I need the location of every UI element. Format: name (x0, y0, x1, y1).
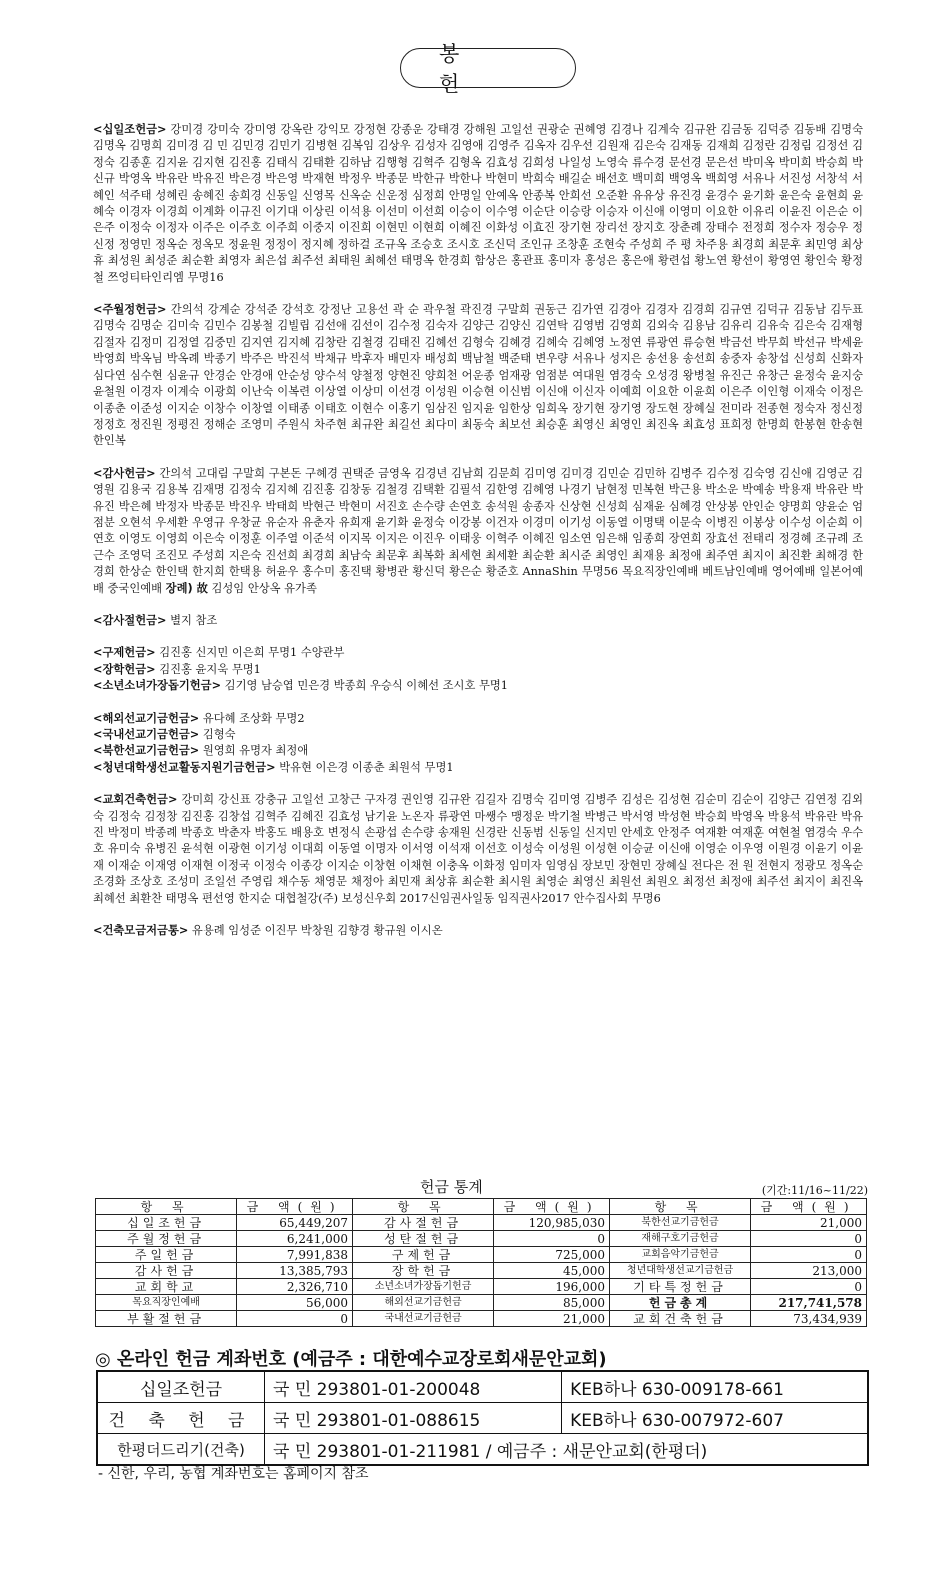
stat-amount: 56,000 (237, 1295, 353, 1311)
section-label: <해외선교기금헌금> (93, 711, 200, 725)
stat-amount: 0 (751, 1279, 867, 1295)
header-item: 항 목 (96, 1199, 237, 1215)
section-names: 박유현 이은경 이종춘 최원석 무명1 (279, 760, 454, 774)
header-amount: 금 액(원) (751, 1199, 867, 1215)
stat-amount-total: 217,741,578 (751, 1295, 867, 1311)
stat-label: 감사헌금 (96, 1263, 237, 1279)
section-names: 유용례 임성준 이진무 박창원 김향경 황규원 이시온 (191, 924, 443, 938)
account-number: 국 민 293801-01-088615 (265, 1403, 562, 1434)
stat-amount: 85,000 (494, 1295, 610, 1311)
account-table (96, 1370, 869, 1466)
account-number: 국 민 293801-01-200048 (265, 1371, 562, 1403)
section-label: <구제헌금> (93, 646, 156, 660)
stat-label: 북한선교기금헌금 (609, 1215, 750, 1231)
section-overseas-mission (93, 711, 863, 727)
stat-amount: 0 (751, 1231, 867, 1247)
offering-list (93, 122, 863, 955)
stat-label: 성탄절헌금 (352, 1231, 493, 1247)
stat-label: 부활절헌금 (96, 1311, 237, 1327)
section-names: 김진홍 윤지욱 무명1 (159, 662, 261, 676)
section-student-mission (93, 760, 863, 776)
section-label: <십일조헌금> (93, 123, 167, 136)
stat-label: 감사절헌금 (352, 1215, 493, 1231)
section-names: 강미경 강미숙 강미영 강옥란 강익모 강정현 강종운 강태경 강해원 고일선 권광순 권혜영 김경나 김계숙 김규완 김금동 김덕증 김동배 김명숙 김명옥 김명희 김미경 김 민 김민경 김민기 김병현 김복임 김상우 김성자 김영애 김영주 김옥자 김우선 김원재 김은숙 김재동 김재희 김정란 김정림 김정선 김정숙 김종훈 김지윤 김지현 김진홍 김태식 김태환 김하남 김행형 김혁주 김형옥 김효성 김희성 나일성 노영숙 류수경 문선경 문은선 박미옥 박미희 박승희 박신규 박영옥 박유란 박유진 박은경 박은영 박재현 박정우 박종문 박한규 박한나 박현미 박희숙 배길순 배선호 백미희 백영옥 백희영 서유나 서진성 서창석 서혜인 석주태 성혜린 송혜진 송희경 신동일 신영목 신옥순 신운정 심정희 안명일 안예옥 안종복 안희선 오준환 유유상 유진경 윤경수 윤기화 윤은숙 윤현희 윤혜숙 이경자 이경희 이계화 이규진 이기대 이상린 이석용 이선미 이선희 이승이 이수영 이순단 이승랑 이승자 이신애 이영미 이요한 이유리 이윤진 이은순 이은주 이정숙 이정자 이주은 이주호 이주희 이중지 이진희 이현민 이현희 이혜진 이화성 이효진 장기현 장리선 장지호 장춘례 장태수 전정희 정수자 정승우 정신정 정영민 정옥순 정옥모 정윤원 정정이 정지혜 정하걸 조규옥 조승호 조시호 조신덕 조인규 조창훈 조현숙 주성희 주 평 차주용 최경희 최문후 최민영 최상휴 최성원 최성준 최순환 최영자 최은섭 최주선 최태원 최혜선 태명옥 한경희 함상은 홍관표 홍미자 홍성은 홍은애 황련섭 황노연 황선이 황영연 황인숙 황정철 쯔엉티타인리엠 무명16 (93, 123, 863, 284)
stat-amount: 0 (237, 1311, 353, 1327)
section-thanks (93, 466, 863, 597)
section-funeral-label: 장례) 故 (165, 581, 208, 595)
stat-label: 청년대학생선교기금헌금 (609, 1263, 750, 1279)
stat-label: 주일헌금 (96, 1247, 237, 1263)
stat-label: 십일조헌금 (96, 1215, 237, 1231)
section-label: <장학헌금> (93, 662, 156, 676)
section-tithe (93, 122, 863, 286)
header-item: 항 목 (609, 1199, 750, 1215)
section-names: 강미희 강신표 강충규 고일선 고창근 구자경 권인영 김규완 김길자 김명숙 김미영 김병주 김성은 김성현 김순미 김순이 김양근 김연정 김외숙 김정숙 김정창 김진홍 김창섭 김혁주 김혜진 김효성 남기윤 노온자 류광연 마쌩수 맹정운 박기철 박병근 박서영 박성현 박승희 박영옥 박용석 박유란 박유진 박정미 박종례 박종호 박춘자 박홍도 배용호 변정식 손광섭 손수량 송재원 신경란 신동범 신동일 신지민 안세호 안정주 여재환 여재훈 여현철 염경숙 우수호 유미숙 유병진 윤석현 이광현 이기성 이대희 이동열 이명자 이서영 이석재 이선호 이성숙 이성원 이성현 이승균 이신애 이영순 이우영 이원경 이윤기 이윤재 이재순 이재영 이재현 이정국 이정숙 이종강 이지순 이창현 이채현 이충옥 이화정 임미자 임영심 장보민 장현민 장혜실 전다은 전 원 전현지 정광모 정옥순 조경화 조상호 조성미 조일선 주영림 채수동 채영문 채정아 최민재 최상휴 최순환 최시원 최영순 최영신 최원선 최원오 최정선 최정애 최주선 최지이 최진옥 최혜선 최환찬 태명옥 편선영 한지순 대협철강(주) 보성신우회 2017신임권사일동 임직권사2017 안수집사회 무명6 (93, 793, 863, 905)
table-row (97, 1403, 868, 1434)
section-funeral-names: 김성임 안상옥 유가족 (211, 581, 317, 595)
table-row (96, 1231, 867, 1247)
section-label: <국내선교기금헌금> (93, 728, 200, 741)
table-row (96, 1311, 867, 1327)
stat-amount: 120,985,030 (494, 1215, 610, 1231)
table-row (96, 1215, 867, 1231)
section-names: 김진홍 신지민 이은희 무명1 수양관부 (159, 646, 345, 660)
header-item: 항 목 (352, 1199, 493, 1215)
section-names: 간의석 강계순 강석준 강석호 강정난 고용선 곽 순 곽우철 곽진경 구말희 권동근 김가연 김경아 김경자 김경희 김규연 김덕규 김동남 김두표 김명숙 김명순 김미숙 김민수 김봉철 김빌립 김선애 김선이 김수정 김숙자 김양근 김양신 김연탁 김영범 김영희 김외숙 김용남 김유리 김유숙 김은숙 김재형 김절자 김정미 김정열 김중민 김지연 김지혜 김창란 김철경 김태진 김혜선 김형숙 김혜경 김혜숙 김혜영 노정연 류광연 류승현 박금선 박무희 박선규 박세윤 박영희 박옥님 박옥례 박종기 박주은 박진석 박채규 박후자 배민자 배성희 백남철 백준태 변우량 서유나 성지은 송선용 송선희 송중자 송창섭 신성희 신화자 심다연 심수현 심윤규 안경순 안경애 안순성 양수석 양철정 양현진 양희천 어운종 엄재광 엄점분 여대원 염경숙 오성경 왕병철 유진근 유창근 윤정숙 윤지숭 윤철원 이경자 이계숙 이광희 이난숙 이복련 이상열 이상미 이선경 이성원 이승현 이신범 이신애 이신자 이예희 이요한 이윤희 이은주 이인형 이재숙 이정은 이종춘 이준성 이지순 이창수 이창열 이태종 이태호 이현수 이홍기 임삼진 임지윤 임한상 임희옥 장기현 장기영 장도현 장혜실 전미라 전종현 정숙자 정신정 정정호 정진원 정평진 정해순 조영미 주원식 차주현 최규완 최길선 최다미 최동숙 최보선 최승훈 최영신 최영인 최진옥 최효성 표희정 한명희 한봉현 한송현 한인복 (93, 303, 864, 448)
section-label: <교회건축헌금> (93, 793, 178, 807)
account-number: KEB하나 630-007972-607 (562, 1403, 868, 1434)
stat-amount: 0 (494, 1231, 610, 1247)
stat-amount: 725,000 (494, 1247, 610, 1263)
section-nk-mission (93, 743, 863, 759)
stat-amount: 213,000 (751, 1263, 867, 1279)
stat-amount: 6,241,000 (237, 1231, 353, 1247)
section-youth-support (93, 678, 863, 694)
stat-label: 기타특정헌금 (609, 1279, 750, 1295)
table-row (97, 1434, 868, 1466)
stat-amount: 65,449,207 (237, 1215, 353, 1231)
table-row (96, 1263, 867, 1279)
account-number: 국 민 293801-01-211981 / 예금주 : 새문안교회(한평더) (265, 1434, 869, 1466)
section-label: <북한선교기금헌금> (93, 744, 200, 758)
section-names: 유다혜 조상화 무명2 (202, 711, 305, 725)
section-label: <청년대학생선교활동지원기금헌금> (93, 760, 276, 774)
page-title: 봉 헌 (400, 48, 576, 88)
stat-label: 장학헌금 (352, 1263, 493, 1279)
section-names: 김형숙 (202, 728, 236, 741)
stat-label-total: 헌금총계 (609, 1295, 750, 1311)
stat-label: 재해구호기금헌금 (609, 1231, 750, 1247)
stat-amount: 13,385,793 (237, 1263, 353, 1279)
section-thanksgiving (93, 613, 863, 629)
footnote: - 신한, 우리, 농협 계좌번호는 홈페이지 참조 (98, 1466, 369, 1482)
stat-amount: 0 (751, 1247, 867, 1263)
section-building-piggybank (93, 923, 863, 939)
stat-label: 국내선교기금헌금 (352, 1311, 493, 1327)
account-label: 건 축 헌 금 (97, 1403, 265, 1434)
table-row (96, 1295, 867, 1311)
stat-label: 구제헌금 (352, 1247, 493, 1263)
section-domestic-mission (93, 727, 863, 743)
stat-amount: 21,000 (494, 1311, 610, 1327)
stat-amount: 7,991,838 (237, 1247, 353, 1263)
section-names: 간의석 고대림 구말희 구본돈 구혜경 권택준 금영옥 김경년 김남희 김문희 김미영 김미경 김민순 김민하 김병주 김수정 김숙영 김신애 김영군 김영원 김용국 김용복 김재명 김정숙 김지혜 김진홍 김창동 김철경 김택환 김필석 김한영 김혜영 나경기 남현정 민복현 박근용 박소운 박예송 박용재 박유란 박유진 박은혜 박정자 박종문 박진우 박태희 박현근 박현미 서진호 손수량 손연호 송석원 송종자 신상현 신성희 심재윤 심혜경 안상봉 안인순 양명희 양윤순 엄점분 오현석 우세환 우영규 우창균 유순자 유춘자 유희재 윤기화 윤정숙 이강봉 이건자 이경미 이기성 이동열 이명택 이문숙 이병진 이봉상 이수성 이순희 이연호 이영도 이영희 이은숙 이정훈 이주열 이준석 이지목 이지은 이진우 이태웅 이혁주 이혜진 임소연 임은해 임종희 장연희 장효선 전태리 정경혜 조규례 조근수 조영덕 조진모 주성희 지은숙 진선희 최경희 최남숙 최문후 최복화 최세현 최세환 최순환 최시준 최영인 최재용 최정애 최주연 최지이 최진환 최해경 한경희 한상순 한인택 한지희 한택용 허윤우 홍수미 홍진택 황병관 황신덕 황은순 황준호 AnnaShin 무명56 목요직장인예배 베트남인예배 영어예배 일본어예배 중국인예배 (93, 466, 863, 595)
section-label: <건축모금저금통> (93, 924, 189, 938)
account-number: KEB하나 630-009178-661 (562, 1371, 868, 1403)
section-label: <감사헌금> (93, 466, 156, 480)
header-amount: 금 액(원) (494, 1199, 610, 1215)
stat-amount: 21,000 (751, 1215, 867, 1231)
stat-label: 교회음악기금헌금 (609, 1247, 750, 1263)
section-relief (93, 645, 863, 661)
stat-label: 소년소녀가장돕기헌금 (352, 1279, 493, 1295)
account-label: 한평더드리기(건축) (97, 1434, 265, 1466)
stats-title: 헌금 통계 (420, 1178, 483, 1196)
stat-label: 목요직장인예배 (96, 1295, 237, 1311)
section-monthly (93, 302, 863, 450)
table-row (96, 1279, 867, 1295)
stat-amount: 2,326,710 (237, 1279, 353, 1295)
section-scholarship (93, 662, 863, 678)
section-label: <소년소녀가장돕기헌금> (93, 679, 222, 693)
stat-label: 해외선교기금헌금 (352, 1295, 493, 1311)
stat-label: 교회건축헌금 (609, 1311, 750, 1327)
section-label: <감사절헌금> (93, 613, 167, 627)
stat-label: 교회학교 (96, 1279, 237, 1295)
section-names: 별지 참조 (170, 613, 218, 627)
section-names: 김기영 남승엽 민은경 박종희 우승식 이혜선 조시호 무명1 (224, 679, 508, 693)
account-label: 십일조헌금 (97, 1371, 265, 1403)
table-row (97, 1371, 868, 1403)
stat-amount: 73,434,939 (751, 1311, 867, 1327)
stat-amount: 196,000 (494, 1279, 610, 1295)
section-label: <주월정헌금> (93, 303, 167, 317)
stats-header-row (96, 1199, 867, 1215)
section-building (93, 792, 863, 907)
stat-amount: 45,000 (494, 1263, 610, 1279)
section-names: 원영희 유명자 최정애 (202, 744, 309, 758)
stat-label: 주월정헌금 (96, 1231, 237, 1247)
stats-period: (기간:11/16~11/22) (761, 1184, 868, 1197)
table-row (96, 1247, 867, 1263)
stats-table (95, 1198, 867, 1327)
online-accounts-title: ◎ 온라인 헌금 계좌번호 (예금주 : 대한예수교장로회새문안교회) (95, 1349, 607, 1370)
header-amount: 금 액(원) (237, 1199, 353, 1215)
